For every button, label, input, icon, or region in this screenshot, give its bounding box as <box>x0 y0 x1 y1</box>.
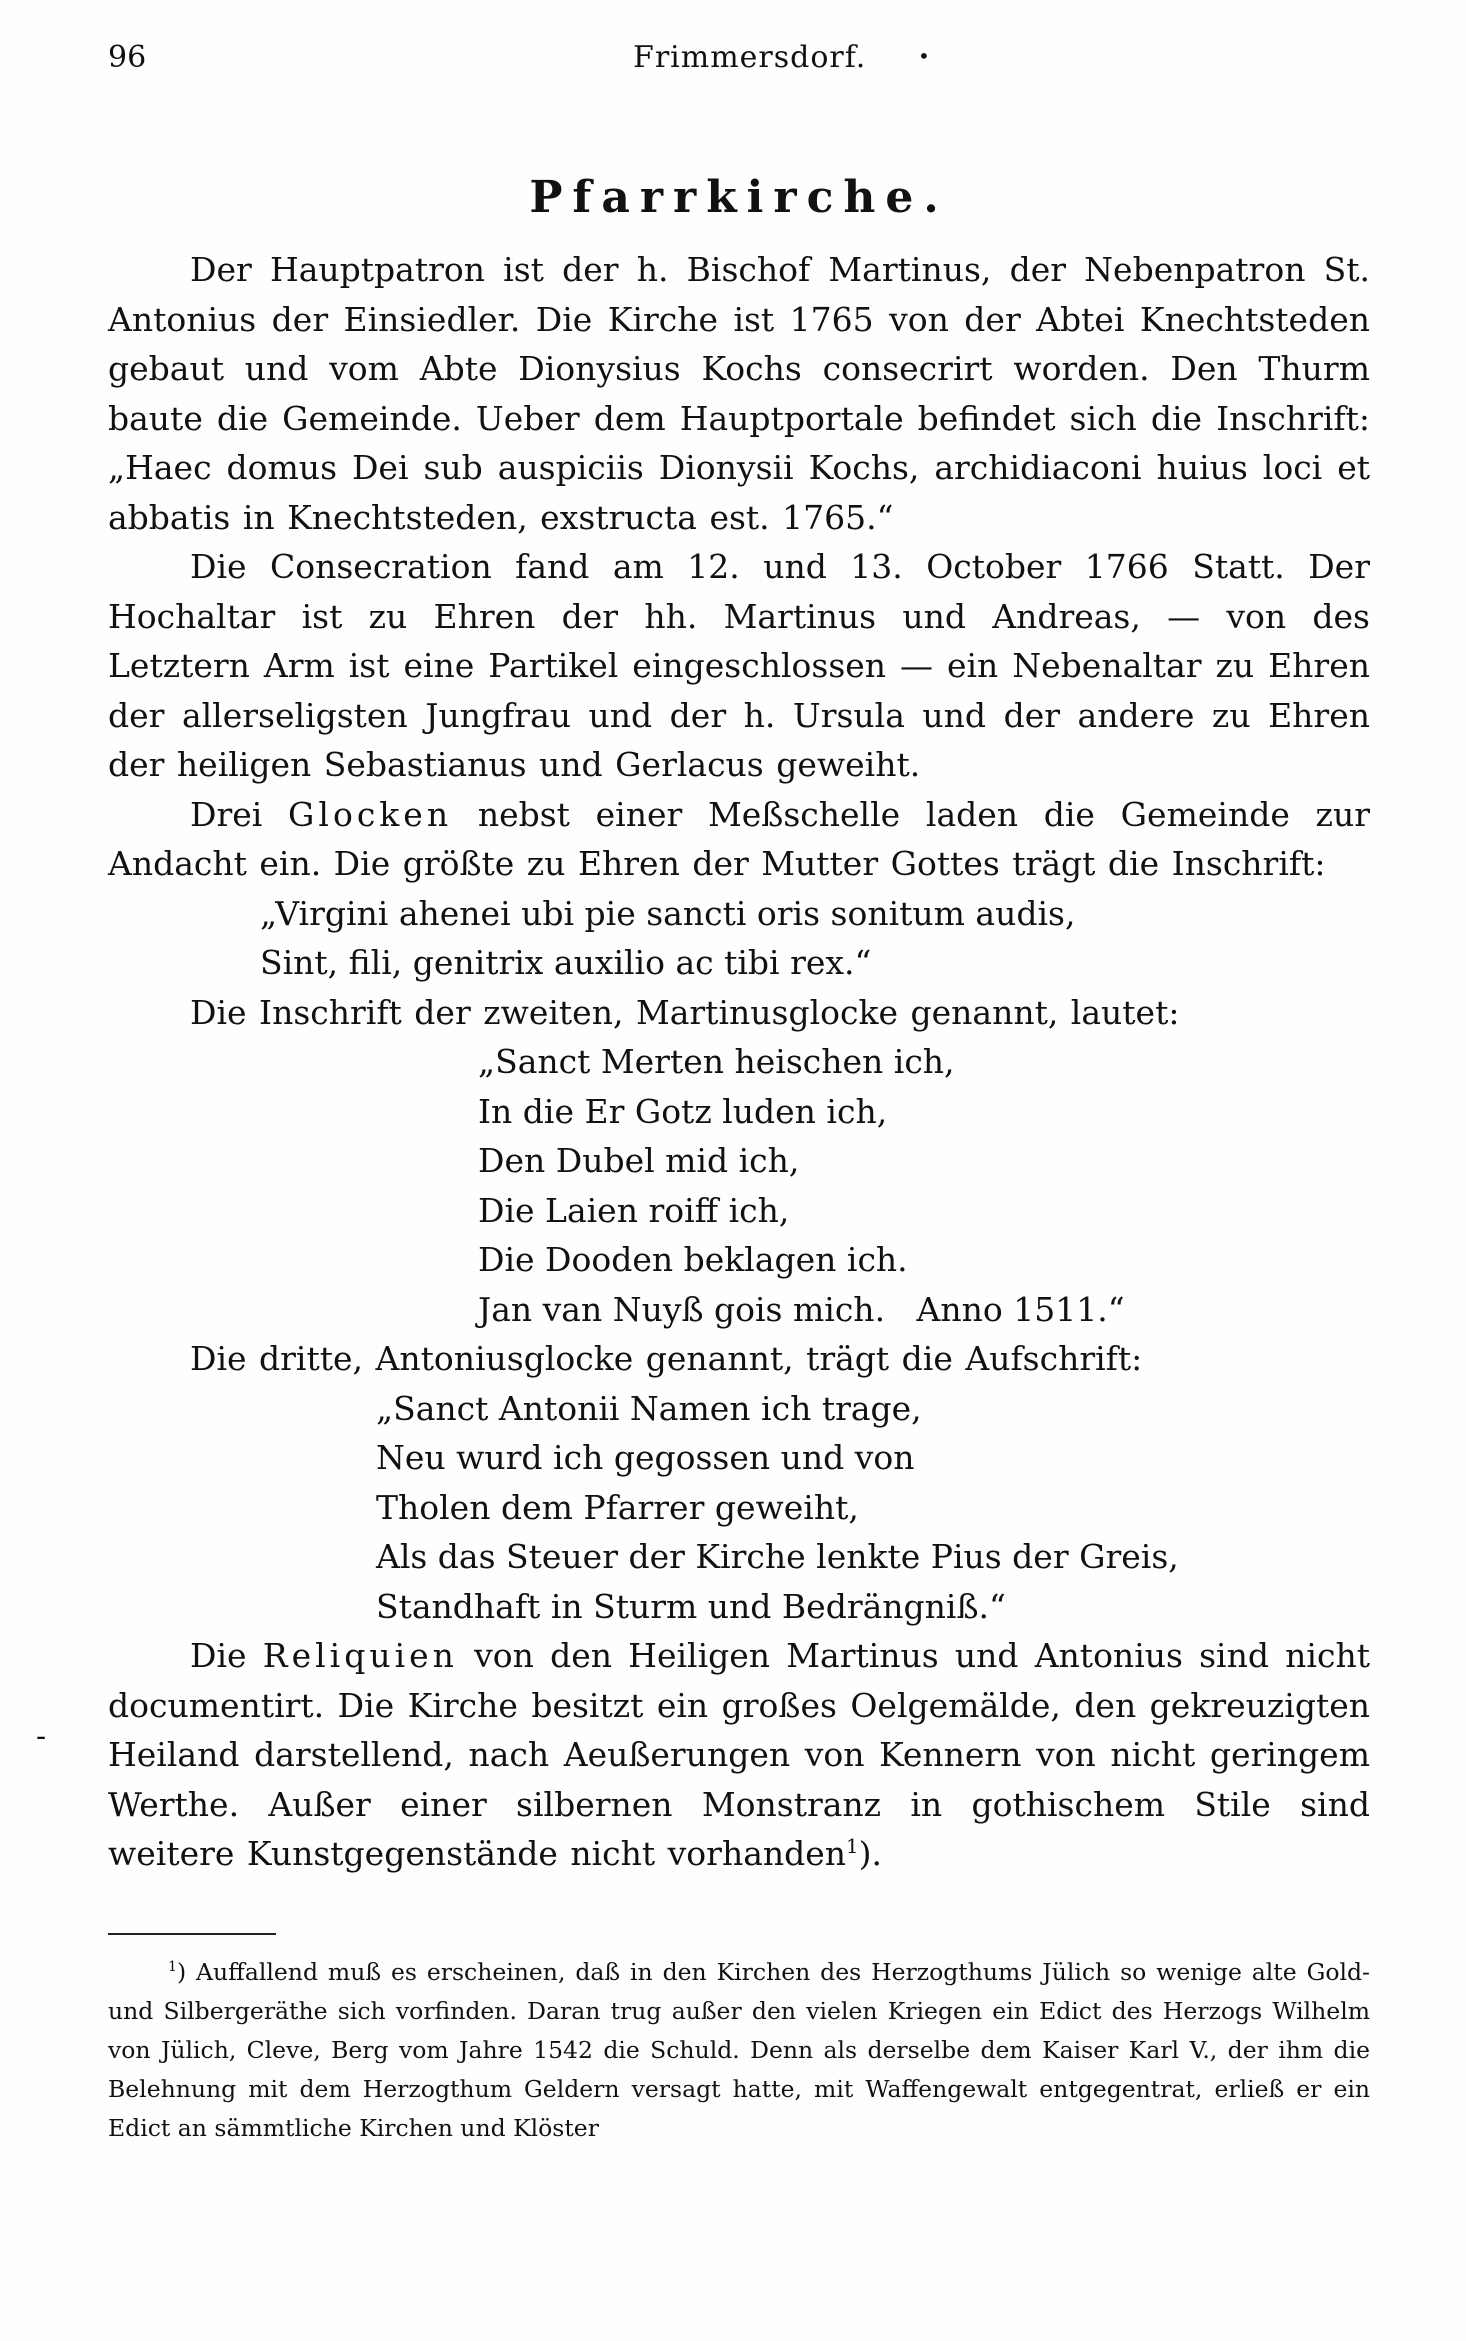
paragraph-relics-end: ). <box>858 1834 883 1873</box>
verse-first-bell <box>108 889 1370 988</box>
paragraph-second-bell: Die Inschrift der zweiten, Martinusglocke genannt, lautet: <box>190 992 1180 1032</box>
verse-third-bell <box>108 1384 1370 1632</box>
paragraph-bells-rest: nebst einer Meßschelle laden die Gemeinde zur Andacht ein. Die größte zu Ehren der Mutter Gottes trägt die Inschrift: <box>108 794 1370 883</box>
verse-line: Den Dubel mid ich, <box>478 1141 800 1180</box>
paragraph-relics <box>108 1631 1370 1879</box>
paragraph-third-bell: Die dritte, Antoniusglocke genannt, trägt die Aufschrift: <box>190 1339 1143 1378</box>
paragraph-bells-emphasis: Glocken <box>288 794 453 834</box>
verse-line: In die Er Gotz luden ich, <box>478 1091 888 1131</box>
verse-line: Sint, fili, genitrix auxilio ac tibi rex.“ <box>260 943 872 982</box>
page <box>108 40 1370 2148</box>
page-number: 96 <box>108 40 147 75</box>
verse-line: Die Dooden beklagen ich. <box>478 1240 908 1279</box>
paragraph-consecration: Die Consecration fand am 12. und 13. October 1766 Statt. Der Hochaltar ist zu Ehren der hh. Martinus und Andreas, — von des Letztern Arm ist eine Partikel eingeschlossen — ein Nebenaltar zu Ehren der allerseligsten Jungfrau und der h. Ursula und der andere zu Ehren der heiligen Sebastianus und Gerlacus geweiht. <box>108 547 1370 784</box>
verse-line: Jan van Nuyß gois mich. Anno 1511.“ <box>478 1289 1125 1329</box>
running-title: Frimmersdorf. <box>633 40 867 75</box>
verse-line: Neu wurd ich gegossen und von <box>376 1438 915 1477</box>
running-header <box>108 40 1370 100</box>
footnote <box>108 1953 1370 2148</box>
stray-dot: • <box>918 44 930 68</box>
verse-line: Standhaft in Sturm und Bedrängniß.“ <box>376 1586 1006 1626</box>
paragraph-patrons: Der Hauptpatron ist der h. Bischof Martinus, der Nebenpatron St. Antonius der Einsiedler. Die Kirche ist 1765 von der Abtei Knechtsteden gebaut und vom Abte Dionysius Kochs consecrirt worden. Den Thurm baute die Gemeinde. Ueber dem Hauptportale befindet sich die Inschrift: „Haec domus Dei sub auspiciis Dionysii Kochs, archidiaconi huius loci et abbatis in Knechtsteden, exstructa est. 1765.“ <box>108 250 1370 537</box>
verse-line: „Virgini ahenei ubi pie sancti oris sonitum audis, <box>260 893 1076 933</box>
verse-line: „Sanct Antonii Namen ich trage, <box>376 1388 922 1428</box>
paragraph-relics-start: Die <box>190 1636 247 1675</box>
footnote-text: ) Auffallend muß es erscheinen, daß in den Kirchen des Herzogthums Jülich so wenige alte Gold- und Silbergeräthe sich vorfinden. Daran trug außer den vielen Kriegen ein Edict des Herzogs Wilhelm von Jülich, Cleve, Berg vom Jahre 1542 die Schuld. Denn als derselbe dem Kaiser Karl V., der ihm die Belehnung mit dem Herzogthum Geldern versagt hatte, mit Waffengewalt entgegentrat, erließ er ein Edict an sämmtliche Kirchen und Klöster <box>108 1957 1370 2142</box>
paragraph-relics-emphasis: Reliquien <box>262 1636 458 1675</box>
margin-mark: - <box>36 1719 47 1754</box>
verse-second-bell <box>108 1037 1370 1334</box>
verse-line: Als das Steuer der Kirche lenkte Pius der Greis, <box>376 1537 1179 1576</box>
paragraph-relics-rest: von den Heiligen Martinus und Antonius sind nicht documentirt. Die Kirche besitzt ein großes Oelgemälde, den gekreuzigten Heiland darstellend, nach Aeußerungen von Kennern von nicht geringem Werthe. Außer einer silbernen Monstranz in gothischem Stile sind weitere Kunstgegenstände nicht vorhanden <box>108 1636 1370 1873</box>
paragraph-bells-start: Drei <box>190 794 263 834</box>
footnote-marker: 1 <box>168 1958 177 1975</box>
footnote-separator <box>108 1933 276 1935</box>
verse-line: „Sanct Merten heischen ich, <box>478 1042 955 1081</box>
verse-line: Die Laien roiff ich, <box>478 1190 790 1230</box>
footnote-reference[interactable]: 1 <box>846 1835 859 1858</box>
paragraph-bells <box>108 790 1370 889</box>
section-title: Pfarrkirche. <box>529 172 949 223</box>
verse-line: Tholen dem Pfarrer geweiht, <box>376 1487 859 1527</box>
